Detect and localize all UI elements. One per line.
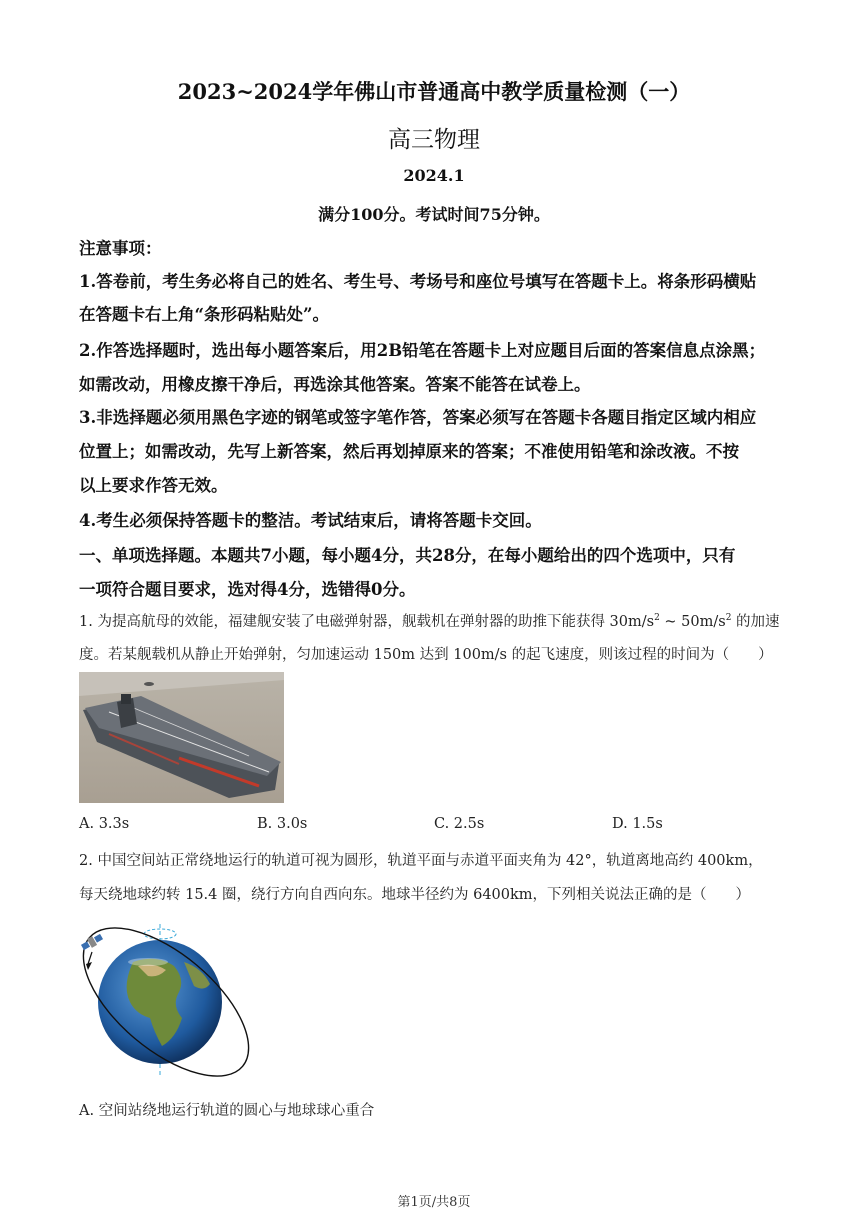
notice-line: 如需改动，用橡皮擦干净后，再选涂其他答案。答案不能答在试卷上。	[79, 375, 591, 394]
subject-title: 高三物理	[388, 127, 480, 153]
notice-line: 以上要求作答无效。	[79, 476, 228, 495]
section-heading: 一项符合题目要求，选对得4分，选错得0分。	[79, 580, 416, 599]
question-1-stem: 度。若某舰载机从静止开始弹射，匀加速运动 150m 达到 100m/s 的起飞速度，则该过程的时间为（ ）	[79, 647, 773, 663]
question-2-option-a[interactable]: A. 空间站绕地运行轨道的圆心与地球球心重合	[79, 1103, 375, 1119]
question-1-option-c[interactable]: C. 2.5s	[434, 816, 485, 832]
exam-date: 2024.1	[403, 166, 465, 185]
notice-line: 在答题卡右上角“条形码粘贴处”。	[79, 305, 329, 324]
exam-title: 2023~2024学年佛山市普通高中教学质量检测（一）	[177, 79, 691, 104]
notice-line: 3.非选择题必须用黑色字迹的钢笔或签字笔作答，答案必须写在答题卡各题目指定区域内相应	[79, 408, 757, 427]
space-station-orbit-diagram	[78, 922, 264, 1078]
notice-line: 1.答卷前，考生务必将自己的姓名、考生号、考场号和座位号填写在答题卡上。将条形码横贴	[79, 272, 757, 291]
page-number: 第1页/共8页	[397, 1195, 471, 1210]
question-2-stem: 每天绕地球约转 15.4 圈，绕行方向自西向东。地球半径约为 6400km，下列相关说法正确的是（ ）	[79, 887, 751, 903]
question-1-option-d[interactable]: D. 1.5s	[612, 816, 663, 832]
notice-line: 2.作答选择题时，选出每小题答案后，用2B铅笔在答题卡上对应题目后面的答案信息点涂黑；	[79, 341, 766, 360]
question-2-stem: 2. 中国空间站正常绕地运行的轨道可视为圆形，轨道平面与赤道平面夹角为 42°，轨道离地高约 400km，	[79, 853, 763, 869]
aircraft-carrier-photo	[79, 672, 284, 803]
question-1-option-a[interactable]: A. 3.3s	[79, 816, 130, 832]
notice-heading: 注意事项：	[79, 239, 162, 258]
question-1-option-b[interactable]: B. 3.0s	[257, 816, 308, 832]
notice-line: 4.考生必须保持答题卡的整洁。考试结束后，请将答题卡交回。	[79, 511, 542, 530]
score-time: 满分100分。考试时间75分钟。	[318, 205, 550, 224]
question-1-stem: 1. 为提高航母的效能，福建舰安装了电磁弹射器，舰载机在弹射器的助推下能获得 $30m/s^2$ ~ $50m/s^2$ 的加速	[79, 613, 780, 630]
section-heading: 一、单项选择题。本题共7小题，每小题4分，共28分，在每小题给出的四个选项中，只有	[79, 546, 736, 565]
notice-line: 位置上；如需改动，先写上新答案，然后再划掉原来的答案；不准使用铅笔和涂改液。不按	[79, 442, 739, 461]
